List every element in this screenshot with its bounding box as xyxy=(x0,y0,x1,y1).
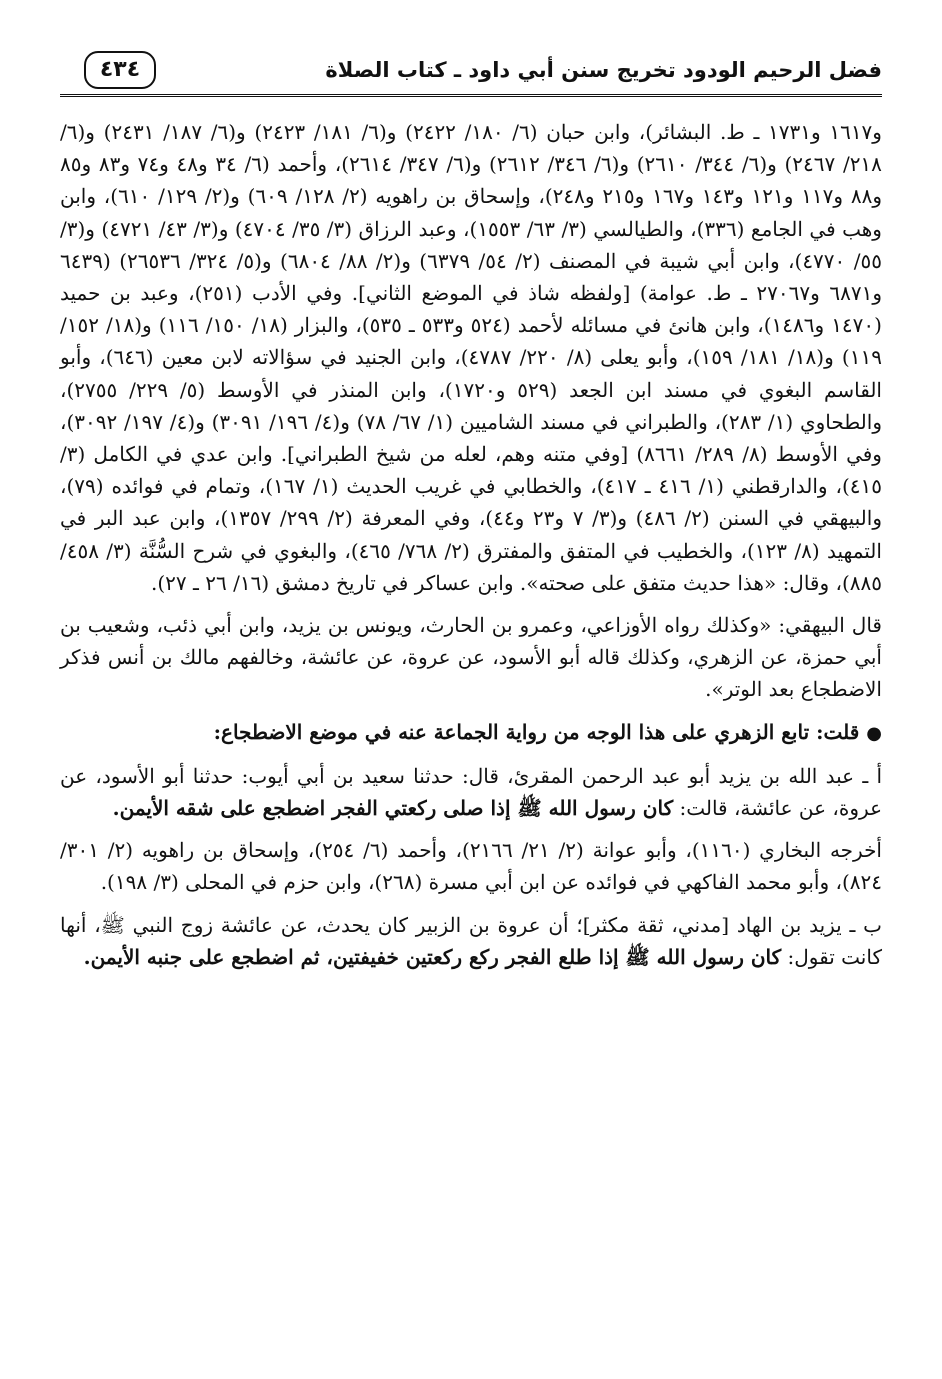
paragraph-comment xyxy=(60,716,882,750)
narration-b-text: كان رسول الله ﷺ إذا طلع الفجر ركع ركعتين خفيفتين، ثم اضطجع على جنبه الأيمن. xyxy=(83,944,782,969)
page-header xyxy=(60,50,882,100)
paragraph-bayhaqi-quote: قال البيهقي: «وكذلك رواه الأوزاعي، وعمرو بن الحارث، ويونس بن يزيد، وابن أبي ذئب، وشعيب بن أبي حمزة، عن الزهري، وكذلك قاله أبو الأسود، عن عروة، عن عائشة، وخالفهم مالك بن أنس فذكر الاضطجاع بعد الوتر». xyxy=(60,613,882,702)
narration-a-chain: أ ـ عبد الله بن يزيد أبو عبد الرحمن المقرئ، قال: حدثنا سعيد بن أبي أيوب: حدثنا أبو الأسود، عن عروة، عن عائشة، قالت: xyxy=(60,763,882,821)
paragraph-takhrij-a: أخرجه البخاري (١١٦٠)، وأبو عوانة (٢/ ٢١/ ٢١٦٦)، وأحمد (٦/ ٢٥٤)، وإسحاق بن راهويه (٢/ ٣٠١/ ٨٢٤)، وأبو محمد الفاكهي في فوائده عن ابن أبي مسرة (٢٦٨)، وابن حزم في المحلى (٣/ ١٩٨). xyxy=(60,838,882,895)
page-number-ornament xyxy=(60,50,180,90)
paragraph-narration-b xyxy=(60,909,882,973)
comment-text: قلت: تابع الزهري على هذا الوجه من رواية الجماعة عنه في موضع الاضطجاع: xyxy=(213,719,860,744)
narration-b-chain: ب ـ يزيد بن الهاد [مدني، ثقة مكثر]؛ أن عروة بن الزبير كان يحدث، عن عائشة زوج النبي ﷺ، أنها كانت تقول: xyxy=(60,912,882,969)
page-body xyxy=(60,116,882,973)
paragraph-narration-a xyxy=(60,760,882,824)
running-title: فضل الرحيم الودود تخريج سنن أبي داود ـ كتاب الصلاة xyxy=(325,58,882,82)
paragraph-takhrij: و١٦١٧ و١٧٣١ ـ ط. البشائر)، وابن حبان (٦/ ١٨٠/ ٢٤٢٢) و(٦/ ١٨١/ ٢٤٢٣) و(٦/ ١٨٧/ ٢٤٣١) و(٦/ ٢١٨/ ٢٤٦٧) و(٦/ ٣٤٤/ ٢٦١٠) و(٦/ ٣٤٦/ ٢٦١٢) و(٦/ ٣٤٧/ ٢٦١٤)، وأحمد (٦/ ٣٤ و٤٨ و٧٤ و٨٣ و٨٥ و٨٨ و١١٧ و١٢١ و١٤٣ و١٦٧ و٢١٥ و٢٤٨)، وإسحاق بن راهويه (٢/ ١٢٨/ ٦٠٩) و(٢/ ١٢٩/ ٦١٠)، وابن وهب في الجامع (٣٣٦)، والطيالسي (٣/ ٦٣/ ١٥٥٣)، وعبد الرزاق (٣/ ٣٥/ ٤٧٠٤) و(٣/ ٤٣/ ٤٧٢١) و(٣/ ٥٥/ ٤٧٧٠)، وابن أبي شيبة في المصنف (٢/ ٥٤/ ٦٣٧٩) و(٢/ ٨٨/ ٦٨٠٤) و(٥/ ٣٢٤/ ٢٦٥٣٦) (٦٤٣٩ و٦٨٧١ و٢٧٠٦٧ ـ ط. عوامة) [ولفظه شاذ في الموضع الثاني]. وفي الأدب (٢٥١)، وعبد بن حميد (١٤٧٠ و١٤٨٦)، وابن هانئ في مسائله لأحمد (٥٢٤ و٥٣٣ ـ ٥٣٥)، والبزار (١٨/ ١٥٠/ ١١٦) و(١٨/ ١٥٢/ ١١٩) و(١٨/ ١٨١/ ١٥٩)، وأبو يعلى (٨/ ٢٢٠/ ٤٧٨٧)، وابن الجنيد في سؤالاته لابن معين (٦٤٦)، وأبو القاسم البغوي في مسند ابن الجعد (٥٢٩ و١٧٢٠)، وابن المنذر في الأوسط (٥/ ٢٢٩/ ٢٧٥٥)، والطحاوي (١/ ٢٨٣)، والطبراني في مسند الشاميين (١/ ٦٧/ ٧٨) و(٤/ ١٩٦/ ٣٠٩١) و(٤/ ١٩٧/ ٣٠٩٢)، وفي الأوسط (٨/ ٢٨٩/ ٨٦٦١) [وفي متنه وهم، لعله من شيخ الطبراني]. وابن عدي في الكامل (٣/ ٤١٥)، والدارقطني (١/ ٤١٦ ـ ٤١٧)، والخطابي في غريب الحديث (١/ ١٦٧)، وتمام في فوائده (٧٩)، والبيهقي في السنن (٢/ ٤٨٦) و(٣/ ٧ و٢٣ و٤٤)، وفي المعرفة (٢/ ٢٩٩/ ١٣٥٧)، وابن عبد البر في التمهيد (٨/ ١٢٣)، والخطيب في المتفق والمفترق (٢/ ٧٦٨/ ٤٦٥)، والبغوي في شرح السُّنَّة (٣/ ٤٥٨/ ٨٨٥)، وقال: «هذا حديث متفق على صحته». وابن عساكر في تاريخ دمشق (١٦/ ٢٦ ـ ٢٧). xyxy=(60,120,883,595)
page-number: ٤٣٤ xyxy=(84,51,156,89)
header-rule xyxy=(60,94,882,97)
bullet-marker: ● xyxy=(866,722,882,744)
narration-a-text: كان رسول الله ﷺ إذا صلى ركعتي الفجر اضطجع على شقه الأيمن. xyxy=(112,796,674,821)
